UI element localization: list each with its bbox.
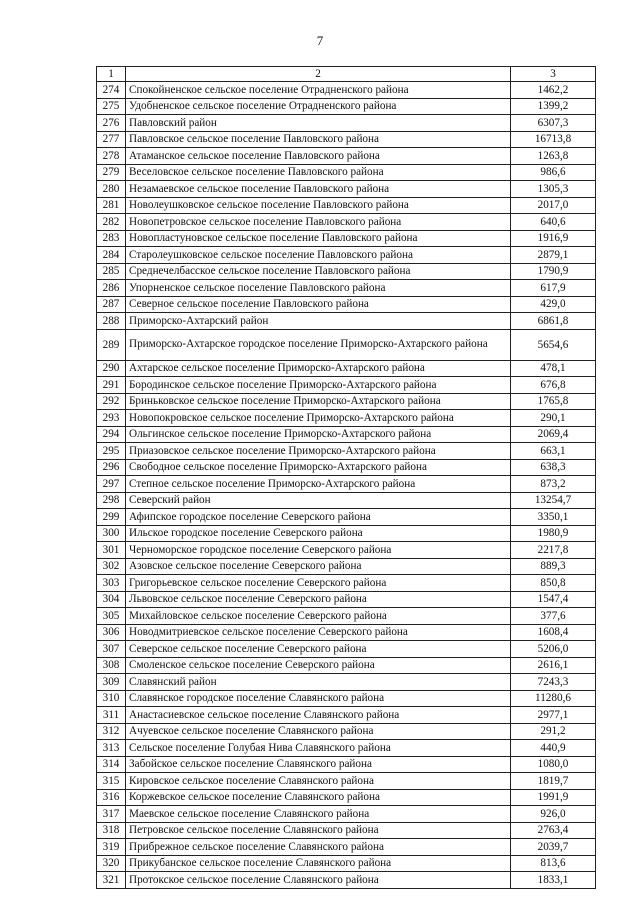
table-row [97,329,596,360]
row-value: 6307,3 [511,115,596,132]
row-number: 311 [97,707,126,724]
row-number: 306 [97,624,126,641]
row-value: 13254,7 [511,492,596,509]
row-name: Удобненское сельское поселение Отрадненского района [126,98,511,115]
row-name: Северский район [126,492,511,509]
row-number: 299 [97,509,126,526]
row-name: Сельское поселение Голубая Нива Славянского района [126,740,511,757]
row-name: Петровское сельское поселение Славянского района [126,822,511,839]
row-value: 7243,3 [511,674,596,691]
table-row [97,131,596,148]
table-row [97,707,596,724]
row-name: Северное сельское поселение Павловского района [126,296,511,313]
row-name: Приморско-Ахтарский район [126,313,511,330]
row-number: 290 [97,360,126,377]
row-name: Новопластуновское сельское поселение Павловского района [126,230,511,247]
row-value: 1790,9 [511,263,596,280]
row-number: 281 [97,197,126,214]
row-name: Михайловское сельское поселение Северского района [126,608,511,625]
row-number: 277 [97,131,126,148]
table-row [97,492,596,509]
table-row [97,773,596,790]
row-name: Степное сельское поселение Приморско-Ахтарского района [126,476,511,493]
column-header-number: 1 [97,67,126,82]
row-name: Славянский район [126,674,511,691]
table-row [97,280,596,297]
row-number: 286 [97,280,126,297]
row-value: 1547,4 [511,591,596,608]
row-number: 308 [97,657,126,674]
data-table [96,66,596,889]
table-row [97,476,596,493]
row-name: Ольгинское сельское поселение Приморско-Ахтарского района [126,426,511,443]
row-name: Незамаевское сельское поселение Павловского района [126,181,511,198]
row-name: Новопокровское сельское поселение Приморско-Ахтарского района [126,410,511,427]
row-value: 1305,3 [511,181,596,198]
row-name: Северское сельское поселение Северского района [126,641,511,658]
row-value: 377,6 [511,608,596,625]
table-row [97,806,596,823]
table-row [97,263,596,280]
row-name: Ахтарское сельское поселение Приморско-Ахтарского района [126,360,511,377]
row-name: Бородинское сельское поселение Приморско-Ахтарского района [126,377,511,394]
row-name: Протокское сельское поселение Славянского района [126,872,511,889]
table-row [97,789,596,806]
row-value: 1980,9 [511,525,596,542]
row-number: 304 [97,591,126,608]
row-number: 302 [97,558,126,575]
row-number: 291 [97,377,126,394]
table-row [97,313,596,330]
row-number: 300 [97,525,126,542]
table-row [97,82,596,99]
row-name: Смоленское сельское поселение Северского района [126,657,511,674]
row-number: 310 [97,690,126,707]
row-number: 297 [97,476,126,493]
table-row [97,674,596,691]
row-number: 301 [97,542,126,559]
row-value: 1080,0 [511,756,596,773]
row-number: 298 [97,492,126,509]
table-row [97,756,596,773]
row-name: Забойское сельское поселение Славянского района [126,756,511,773]
row-name: Ачуевское сельское поселение Славянского района [126,723,511,740]
table-row [97,459,596,476]
row-value: 638,3 [511,459,596,476]
table-row [97,872,596,889]
row-value: 889,3 [511,558,596,575]
row-value: 873,2 [511,476,596,493]
table-row [97,214,596,231]
row-value: 1991,9 [511,789,596,806]
table-row [97,197,596,214]
page-number: 7 [316,33,324,48]
table-row [97,393,596,410]
row-value: 813,6 [511,855,596,872]
table-row [97,360,596,377]
row-number: 283 [97,230,126,247]
row-number: 280 [97,181,126,198]
row-name: Маевское сельское поселение Славянского района [126,806,511,823]
table-row [97,657,596,674]
row-value: 1765,8 [511,393,596,410]
row-number: 317 [97,806,126,823]
row-value: 850,8 [511,575,596,592]
row-name: Старолеушковское сельское поселение Павловского района [126,247,511,264]
row-value: 6861,8 [511,313,596,330]
table-row [97,624,596,641]
table-row [97,855,596,872]
row-value: 3350,1 [511,509,596,526]
row-number: 276 [97,115,126,132]
row-name: Свободное сельское поселение Приморско-Ахтарского района [126,459,511,476]
row-number: 287 [97,296,126,313]
row-number: 305 [97,608,126,625]
table-row [97,148,596,165]
row-value: 478,1 [511,360,596,377]
row-number: 316 [97,789,126,806]
table-header-row [97,67,596,82]
row-name: Львовское сельское поселение Северского района [126,591,511,608]
table-row [97,410,596,427]
row-name: Павловский район [126,115,511,132]
row-number: 279 [97,164,126,181]
table-row [97,98,596,115]
table-row [97,575,596,592]
row-number: 274 [97,82,126,99]
row-name: Бриньковское сельское поселение Приморско-Ахтарского района [126,393,511,410]
table-row [97,723,596,740]
row-value: 2879,1 [511,247,596,264]
row-value: 290,1 [511,410,596,427]
row-value: 2217,8 [511,542,596,559]
column-header-name: 2 [126,67,511,82]
row-number: 307 [97,641,126,658]
row-name: Новопетровское сельское поселение Павловского района [126,214,511,231]
row-value: 986,6 [511,164,596,181]
row-value: 1833,1 [511,872,596,889]
row-number: 292 [97,393,126,410]
table-row [97,525,596,542]
table-row [97,608,596,625]
row-number: 293 [97,410,126,427]
row-number: 318 [97,822,126,839]
table-row [97,740,596,757]
row-value: 291,2 [511,723,596,740]
row-name: Приморско-Ахтарское городское поселение Приморско-Ахтарского района [126,329,511,360]
table-row [97,542,596,559]
row-value: 2616,1 [511,657,596,674]
row-number: 303 [97,575,126,592]
row-value: 1916,9 [511,230,596,247]
row-number: 288 [97,313,126,330]
table-row [97,591,596,608]
table-row [97,181,596,198]
row-value: 2977,1 [511,707,596,724]
table-row [97,822,596,839]
row-name: Азовское сельское поселение Северского района [126,558,511,575]
row-value: 1462,2 [511,82,596,99]
row-name: Атаманское сельское поселение Павловского района [126,148,511,165]
row-number: 314 [97,756,126,773]
row-value: 2017,0 [511,197,596,214]
row-name: Коржевское сельское поселение Славянского района [126,789,511,806]
row-name: Упорненское сельское поселение Павловского района [126,280,511,297]
row-value: 2069,4 [511,426,596,443]
row-value: 5654,6 [511,329,596,360]
row-number: 320 [97,855,126,872]
row-number: 284 [97,247,126,264]
row-number: 315 [97,773,126,790]
row-number: 309 [97,674,126,691]
row-name: Новодмитриевское сельское поселение Северского района [126,624,511,641]
row-value: 440,9 [511,740,596,757]
table-row [97,443,596,460]
row-value: 5206,0 [511,641,596,658]
row-name: Ильское городское поселение Северского района [126,525,511,542]
table-row [97,690,596,707]
table-row [97,377,596,394]
row-number: 278 [97,148,126,165]
row-value: 676,8 [511,377,596,394]
row-value: 926,0 [511,806,596,823]
row-value: 663,1 [511,443,596,460]
row-name: Черноморское городское поселение Северского района [126,542,511,559]
table-row [97,558,596,575]
row-name: Прикубанское сельское поселение Славянского района [126,855,511,872]
row-value: 640,6 [511,214,596,231]
row-value: 16713,8 [511,131,596,148]
row-number: 319 [97,839,126,856]
row-number: 312 [97,723,126,740]
row-name: Приазовское сельское поселение Приморско-Ахтарского района [126,443,511,460]
row-number: 313 [97,740,126,757]
table-row [97,641,596,658]
row-name: Павловское сельское поселение Павловского района [126,131,511,148]
row-number: 285 [97,263,126,280]
row-number: 296 [97,459,126,476]
row-value: 1263,8 [511,148,596,165]
row-number: 295 [97,443,126,460]
row-number: 282 [97,214,126,231]
row-name: Григорьевское сельское поселение Северского района [126,575,511,592]
row-name: Анастасиевское сельское поселение Славянского района [126,707,511,724]
row-name: Славянское городское поселение Славянского района [126,690,511,707]
row-name: Прибрежное сельское поселение Славянского района [126,839,511,856]
row-name: Веселовское сельское поселение Павловского района [126,164,511,181]
row-value: 2039,7 [511,839,596,856]
row-value: 1819,7 [511,773,596,790]
row-name: Афипское городское поселение Северского района [126,509,511,526]
row-value: 2763,4 [511,822,596,839]
table-row [97,230,596,247]
table-row [97,426,596,443]
table-row [97,115,596,132]
row-name: Спокойненское сельское поселение Отрадненского района [126,82,511,99]
row-name: Новолеушковское сельское поселение Павловского района [126,197,511,214]
column-header-value: 3 [511,67,596,82]
row-name: Среднечелбасское сельское поселение Павловского района [126,263,511,280]
row-value: 429,0 [511,296,596,313]
table-row [97,839,596,856]
row-number: 294 [97,426,126,443]
row-value: 617,9 [511,280,596,297]
table-row [97,164,596,181]
table-row [97,247,596,264]
row-number: 289 [97,329,126,360]
row-number: 321 [97,872,126,889]
row-value: 1608,4 [511,624,596,641]
row-number: 275 [97,98,126,115]
row-value: 1399,2 [511,98,596,115]
table-row [97,509,596,526]
table-body [97,67,596,889]
table-row [97,296,596,313]
row-value: 11280,6 [511,690,596,707]
row-name: Кировское сельское поселение Славянского района [126,773,511,790]
